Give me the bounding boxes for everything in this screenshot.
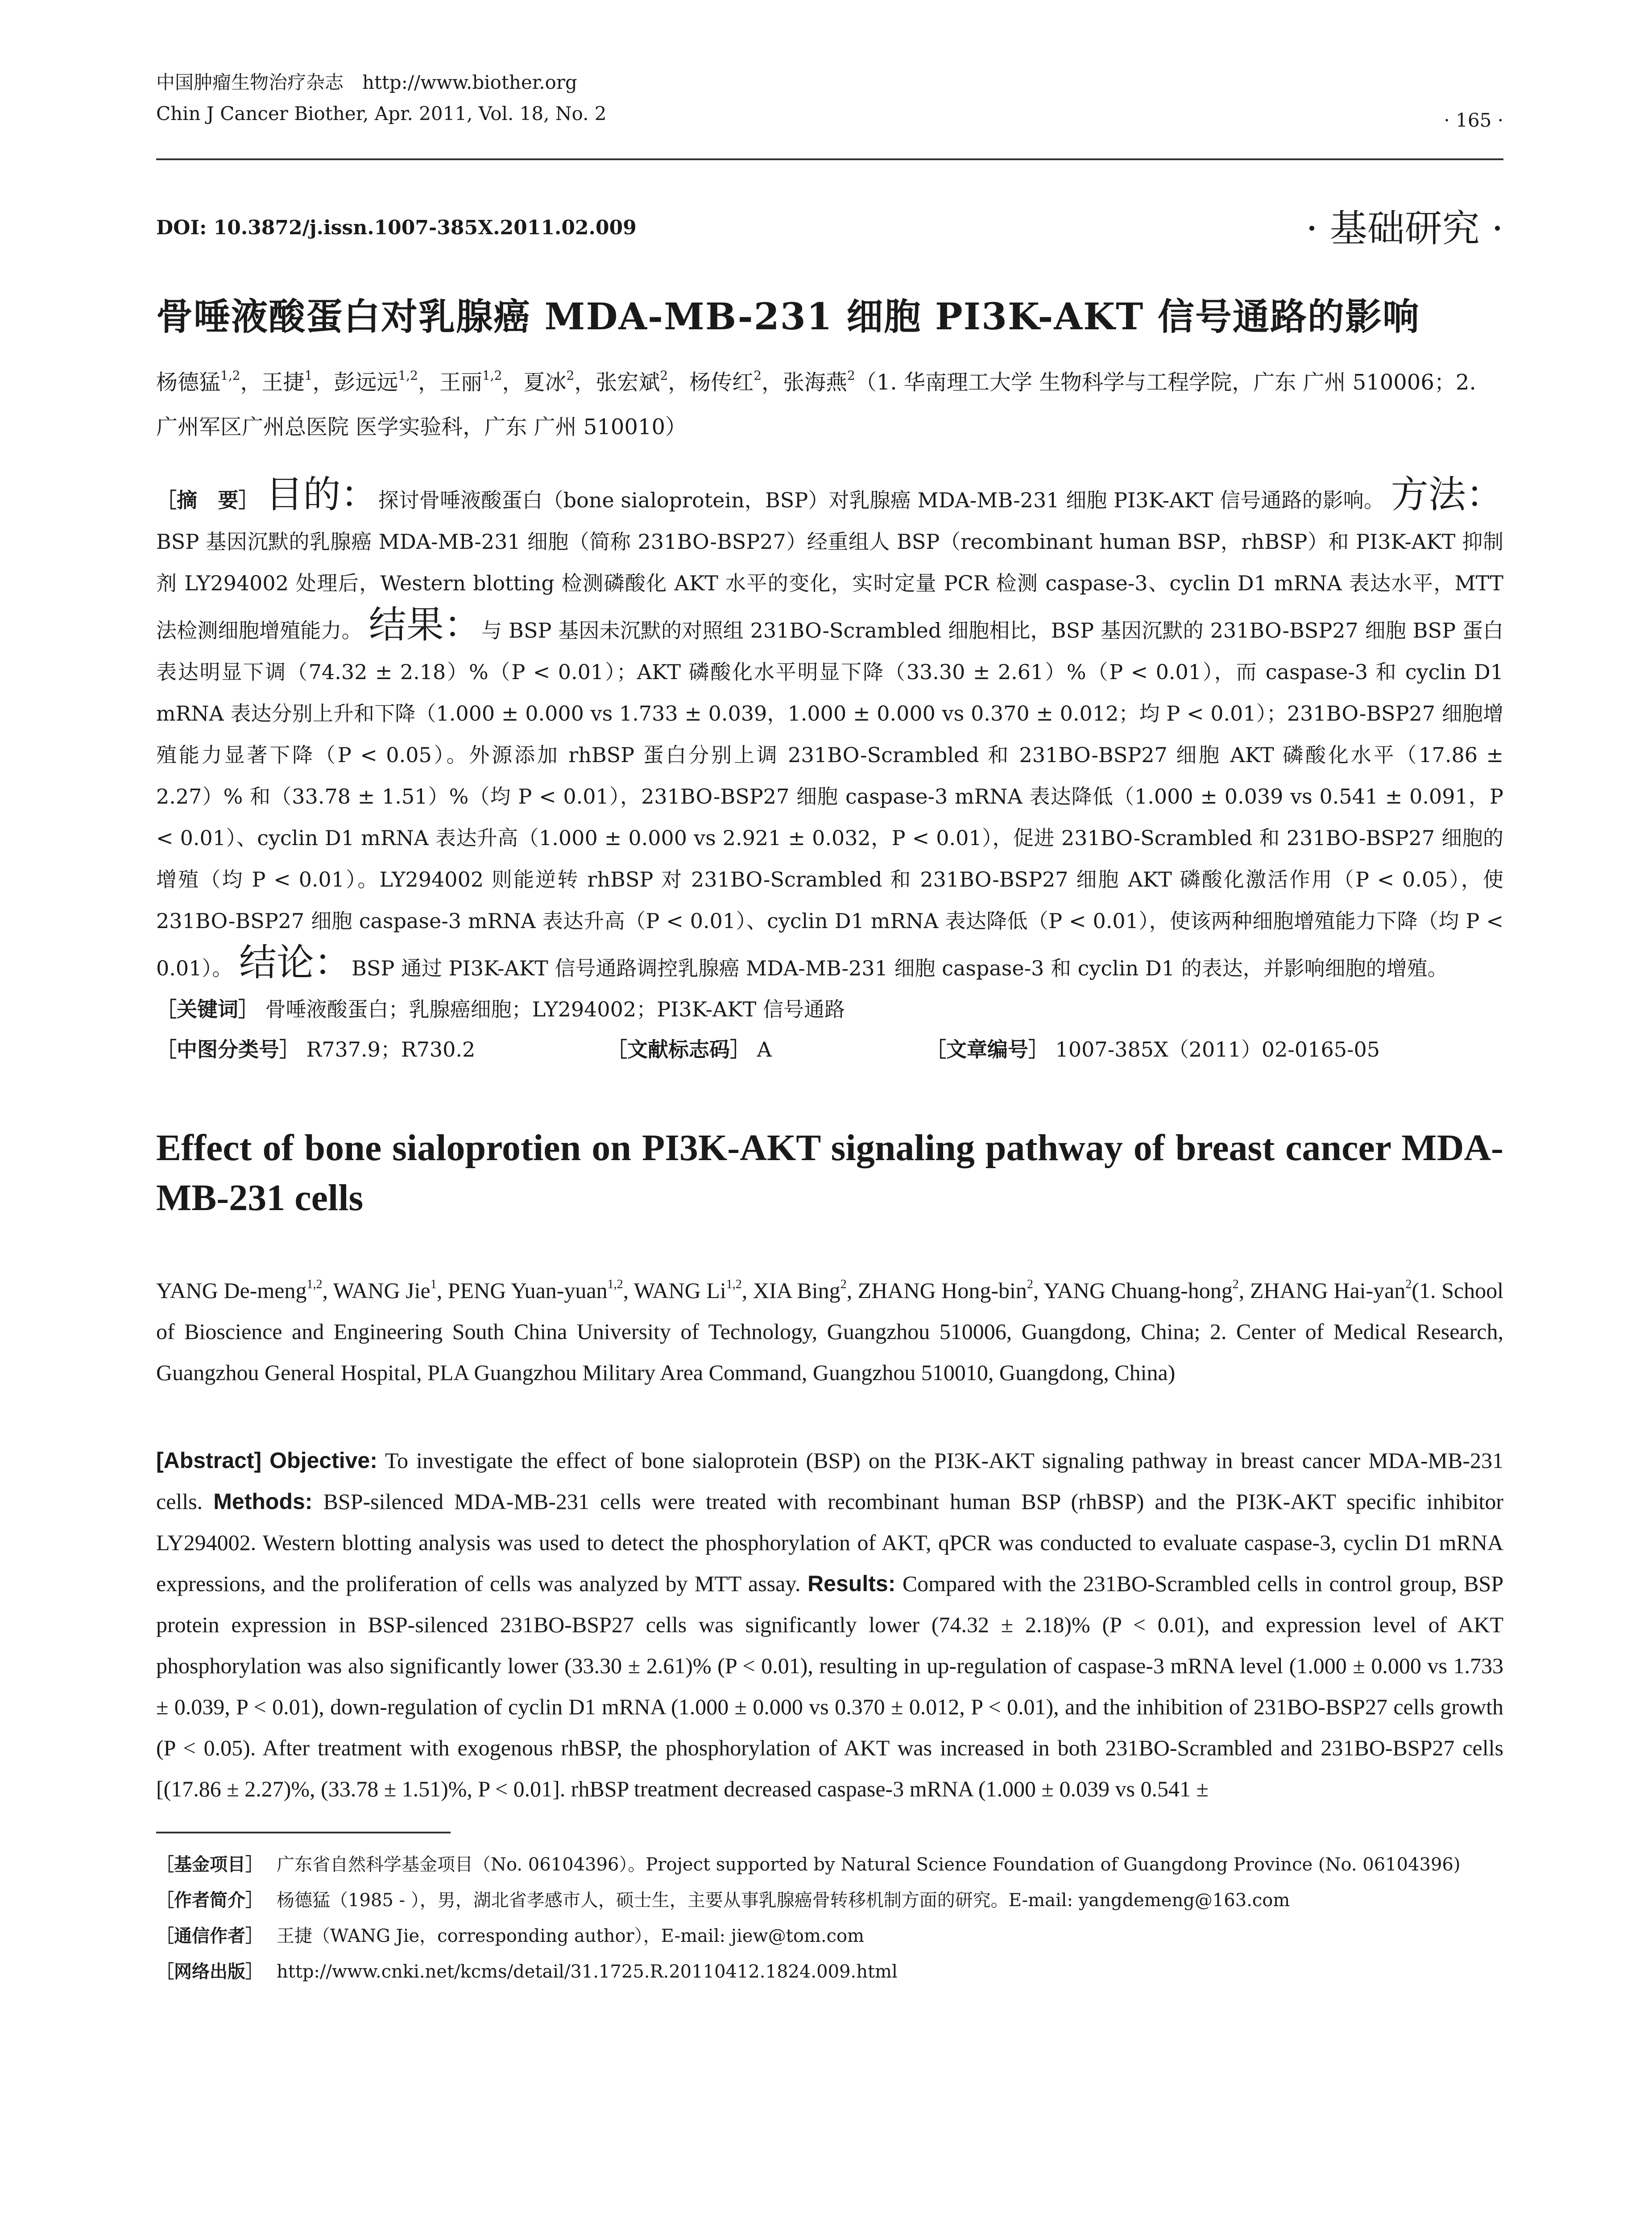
author-name: ，夏冰 bbox=[502, 370, 567, 395]
author-sup: 2 bbox=[847, 368, 855, 383]
author-sup: 2 bbox=[840, 1277, 847, 1291]
page-number: · 165 · bbox=[1444, 109, 1503, 131]
journal-cn-line: 中国肿瘤生物治疗杂志 http://www.biother.org bbox=[156, 71, 577, 93]
author-sup: 2 bbox=[660, 368, 668, 383]
conclusion-text: BSP 通过 PI3K-AKT 信号通路调控乳腺癌 MDA-MB-231 细胞 caspase-3 和 cyclin D1 的表达，并影响细胞的增殖。 bbox=[352, 956, 1448, 980]
footnote-text: 杨德猛（1985 - ），男，湖北省孝感市人，硕士生，主要从事乳腺癌骨转移机制方面的研究。E-mail: yangdemeng@163.com bbox=[277, 1890, 1290, 1911]
author-name: , WANG Li bbox=[623, 1278, 726, 1303]
results-text: 与 BSP 基因未沉默的对照组 231BO-Scrambled 细胞相比，BSP 基因沉默的 231BO-BSP27 细胞 BSP 蛋白表达明显下调（74.32 ± 2.18）%（P < 0.01）；AKT 磷酸化水平明显下降（33.30 ± 2.61）%（P < 0.01），而 caspase-3 和 cyclin D1 mRNA 表达分别上升和下降（1.000 ± 0.000 vs 1.733 ± 0.039，1.000 ± 0.000 vs 0.370 ± 0.012；均 P < 0.01）；231BO-BSP27 细胞增殖能力显著下降（P < 0.05）。外源添加 rhBSP 蛋白分别上调 231BO-Scrambled 和 231BO-BSP27 细胞 AKT 磷酸化水平（17.86 ± 2.27）% 和（33.78 ± 1.51）%（均 P < 0.01），231BO-BSP27 细胞 caspase-3 mRNA 表达降低（1.000 ± 0.039 vs 0.541 ± 0.091，P < 0.01）、cyclin D1 mRNA 表达升高（1.000 ± 0.000 vs 2.921 ± 0.032，P < 0.01），促进 231BO-Scrambled 和 231BO-BSP27 细胞的增殖（均 P < 0.01）。LY294002 则能逆转 rhBSP 对 231BO-Scrambled 和 231BO-BSP27 细胞 AKT 磷酸化激活作用（P < 0.05），使 231BO-BSP27 细胞 caspase-3 mRNA 表达升高（P < 0.01）、cyclin D1 mRNA 表达降低（P < 0.01），使该两种细胞增殖能力下降（均 P < 0.01）。 bbox=[156, 618, 1504, 980]
author-sup: 2 bbox=[1232, 1277, 1239, 1291]
author-sup: 1,2 bbox=[726, 1277, 742, 1291]
objective-en-text: To investigate the effect of bone sialoprotein (BSP) on the PI3K-AKT signaling pathway in breast cancer MDA-MB-231 cells. bbox=[156, 1448, 1503, 1514]
doi: DOI: 10.3872/j.issn.1007-385X.2011.02.009 bbox=[156, 216, 637, 239]
author-name: ，杨传红 bbox=[668, 370, 754, 395]
classification-row bbox=[156, 1029, 1503, 1070]
results-en-text: Compared with the 231BO-Scrambled cells in control group, BSP protein expression in BSP-silenced 231BO-BSP27 cells was significantly lower (74.32 ± 2.18)% (P < 0.01), and expression level of AKT phosphorylation was also significantly lower (33.30 ± 2.61)% (P < 0.01), resulting in up-regulation of caspase-3 mRNA level (1.000 ± 0.000 vs 1.733 ± 0.039, P < 0.01), down-regulation of cyclin D1 mRNA (1.000 ± 0.000 vs 0.370 ± 0.012, P < 0.01), and the inhibition of 231BO-BSP27 cells growth (P < 0.05). After treatment with exogenous rhBSP, the phosphorylation of AKT was increased in both 231BO-Scrambled and 231BO-BSP27 cells [(17.86 ± 2.27)%, (33.78 ± 1.51)%, P < 0.01]. rhBSP treatment decreased caspase-3 mRNA (1.000 ± 0.039 vs 0.541 ± bbox=[156, 1571, 1504, 1801]
doc-code-label: ［文献标志码］ bbox=[607, 1037, 750, 1062]
methods-label: 方法： bbox=[1391, 473, 1504, 516]
doi-row bbox=[156, 207, 1503, 257]
author-name: ，张海燕 bbox=[762, 370, 848, 395]
abstract-en bbox=[156, 1440, 1503, 1809]
author-name: 杨德猛 bbox=[156, 370, 221, 395]
authors-en bbox=[156, 1270, 1503, 1393]
keywords-text: 骨唾液酸蛋白；乳腺癌细胞；LY294002；PI3K-AKT 信号通路 bbox=[265, 997, 845, 1021]
clc-value: R737.9；R730.2 bbox=[306, 1037, 476, 1062]
abstract-cn bbox=[156, 474, 1503, 989]
abstract-label: ［摘 要］ bbox=[156, 488, 259, 512]
header-rule bbox=[156, 158, 1503, 160]
abstract-en-label: [Abstract] bbox=[156, 1448, 262, 1473]
author-sup: 1 bbox=[304, 368, 313, 383]
doc-code-value: A bbox=[757, 1037, 772, 1062]
methods-text: BSP 基因沉默的乳腺癌 MDA-MB-231 细胞（简称 231BO-BSP27）经重组人 BSP（recombinant human BSP，rhBSP）和 PI3K-AKT 抑制剂 LY294002 处理后，Western blotting 检测磷酸化 AKT 水平的变化，实时定量 PCR 检测 caspase-3、cyclin D1 mRNA 表达水平，MTT 法检测细胞增殖能力。 bbox=[156, 530, 1503, 643]
objective-en-label: Objective: bbox=[269, 1448, 377, 1473]
footnote-rule bbox=[156, 1832, 451, 1833]
footnote-label: ［作者简介］ bbox=[156, 1890, 263, 1911]
author-sup: 1,2 bbox=[220, 368, 240, 383]
author-name: , ZHANG Hai-yan bbox=[1238, 1278, 1406, 1303]
methods-en-label: Methods: bbox=[213, 1489, 313, 1514]
authors-cn bbox=[156, 360, 1503, 449]
author-sup: 1 bbox=[430, 1277, 437, 1291]
author-name: ，王捷 bbox=[240, 370, 305, 395]
author-sup: 2 bbox=[566, 368, 575, 383]
author-name: ，王丽 bbox=[418, 370, 482, 395]
footnote-label: ［基金项目］ bbox=[156, 1854, 263, 1875]
footnote-online bbox=[156, 1954, 1503, 1990]
objective-label: 目的： bbox=[265, 473, 378, 516]
author-sup: 2 bbox=[1405, 1277, 1412, 1291]
footnote-text: 广东省自然科学基金项目（No. 06104396）。Project supported by Natural Science Foundation of Guangdong Province (No. 06104396) bbox=[277, 1854, 1461, 1875]
objective-text: 探讨骨唾液酸蛋白（bone sialoprotein，BSP）对乳腺癌 MDA-MB-231 细胞 PI3K-AKT 信号通路的影响。 bbox=[378, 488, 1385, 512]
journal-en-line: Chin J Cancer Biother, Apr. 2011, Vol. 18, No. 2 bbox=[156, 103, 607, 124]
footnote-link[interactable]: http://www.cnki.net/kcms/detail/31.1725.R.20110412.1824.009.html bbox=[277, 1961, 898, 1982]
running-header bbox=[156, 67, 1503, 161]
footnote-corresponding bbox=[156, 1918, 1503, 1954]
author-name: , ZHANG Hong-bin bbox=[846, 1278, 1027, 1303]
author-name: , WANG Jie bbox=[322, 1278, 431, 1303]
article-no-value: 1007-385X（2011）02-0165-05 bbox=[1055, 1037, 1380, 1062]
author-name: ，张宏斌 bbox=[574, 370, 660, 395]
author-sup: 1,2 bbox=[398, 368, 418, 383]
title-cn: 骨唾液酸蛋白对乳腺癌 MDA-MB-231 细胞 PI3K-AKT 信号通路的影响 bbox=[156, 295, 1420, 338]
conclusion-label: 结论： bbox=[239, 941, 352, 984]
footnote-label: ［网络出版］ bbox=[156, 1961, 263, 1982]
author-name: , XIA Bing bbox=[741, 1278, 840, 1303]
footnote-author-bio bbox=[156, 1883, 1503, 1918]
footnotes bbox=[156, 1847, 1503, 1990]
author-sup: 2 bbox=[754, 368, 762, 383]
results-en-label: Results: bbox=[807, 1571, 896, 1596]
author-name: , PENG Yuan-yuan bbox=[436, 1278, 608, 1303]
title-en: Effect of bone sialoprotien on PI3K-AKT signaling pathway of breast cancer MDA-MB-231 cells bbox=[156, 1127, 1503, 1219]
author-sup: 1,2 bbox=[306, 1277, 323, 1291]
keywords-cn bbox=[156, 989, 1503, 1029]
affiliations-cn: （1. 华南理工大学 生物科学与工程学院，广东 广州 510006；2. 广州军区广州总医院 医学实验科，广东 广州 510010） bbox=[156, 370, 1476, 440]
affiliations-en: (1. School of Bioscience and Engineering South China University of Technology, Guangzhou 510006, Guangdong, China; 2. Center of Medical Research, Guangzhou General Hospital, PLA Guangzhou Military Area Command, Guangzhou 510010, Guangdong, China) bbox=[156, 1278, 1503, 1385]
methods-en-text: BSP-silenced MDA-MB-231 cells were treated with recombinant human BSP (rhBSP) and the PI3K-AKT specific inhibitor LY294002. Western blotting analysis was used to detect the phosphorylation of AKT, qPCR was conducted to evaluate caspase-3, cyclin D1 mRNA expressions, and the proliferation of cells was analyzed by MTT assay. bbox=[156, 1489, 1504, 1596]
footnote-label: ［通信作者］ bbox=[156, 1925, 263, 1946]
article-page bbox=[156, 67, 1503, 1990]
author-sup: 2 bbox=[1027, 1277, 1033, 1291]
keywords-label: ［关键词］ bbox=[156, 997, 259, 1021]
article-no-label: ［文章编号］ bbox=[926, 1037, 1049, 1062]
footnote-text: 王捷（WANG Jie，corresponding author），E-mail: jiew@tom.com bbox=[277, 1926, 865, 1946]
author-sup: 1,2 bbox=[607, 1277, 623, 1291]
author-name: YANG De-meng bbox=[156, 1278, 307, 1303]
author-sup: 1,2 bbox=[482, 368, 502, 383]
section-tag: · 基础研究 · bbox=[1306, 207, 1503, 250]
author-name: , YANG Chuang-hong bbox=[1033, 1278, 1233, 1303]
results-label: 结果： bbox=[368, 603, 482, 647]
footnote-funding bbox=[156, 1847, 1503, 1883]
clc-label: ［中图分类号］ bbox=[156, 1037, 300, 1062]
author-name: ，彭远远 bbox=[312, 370, 398, 395]
